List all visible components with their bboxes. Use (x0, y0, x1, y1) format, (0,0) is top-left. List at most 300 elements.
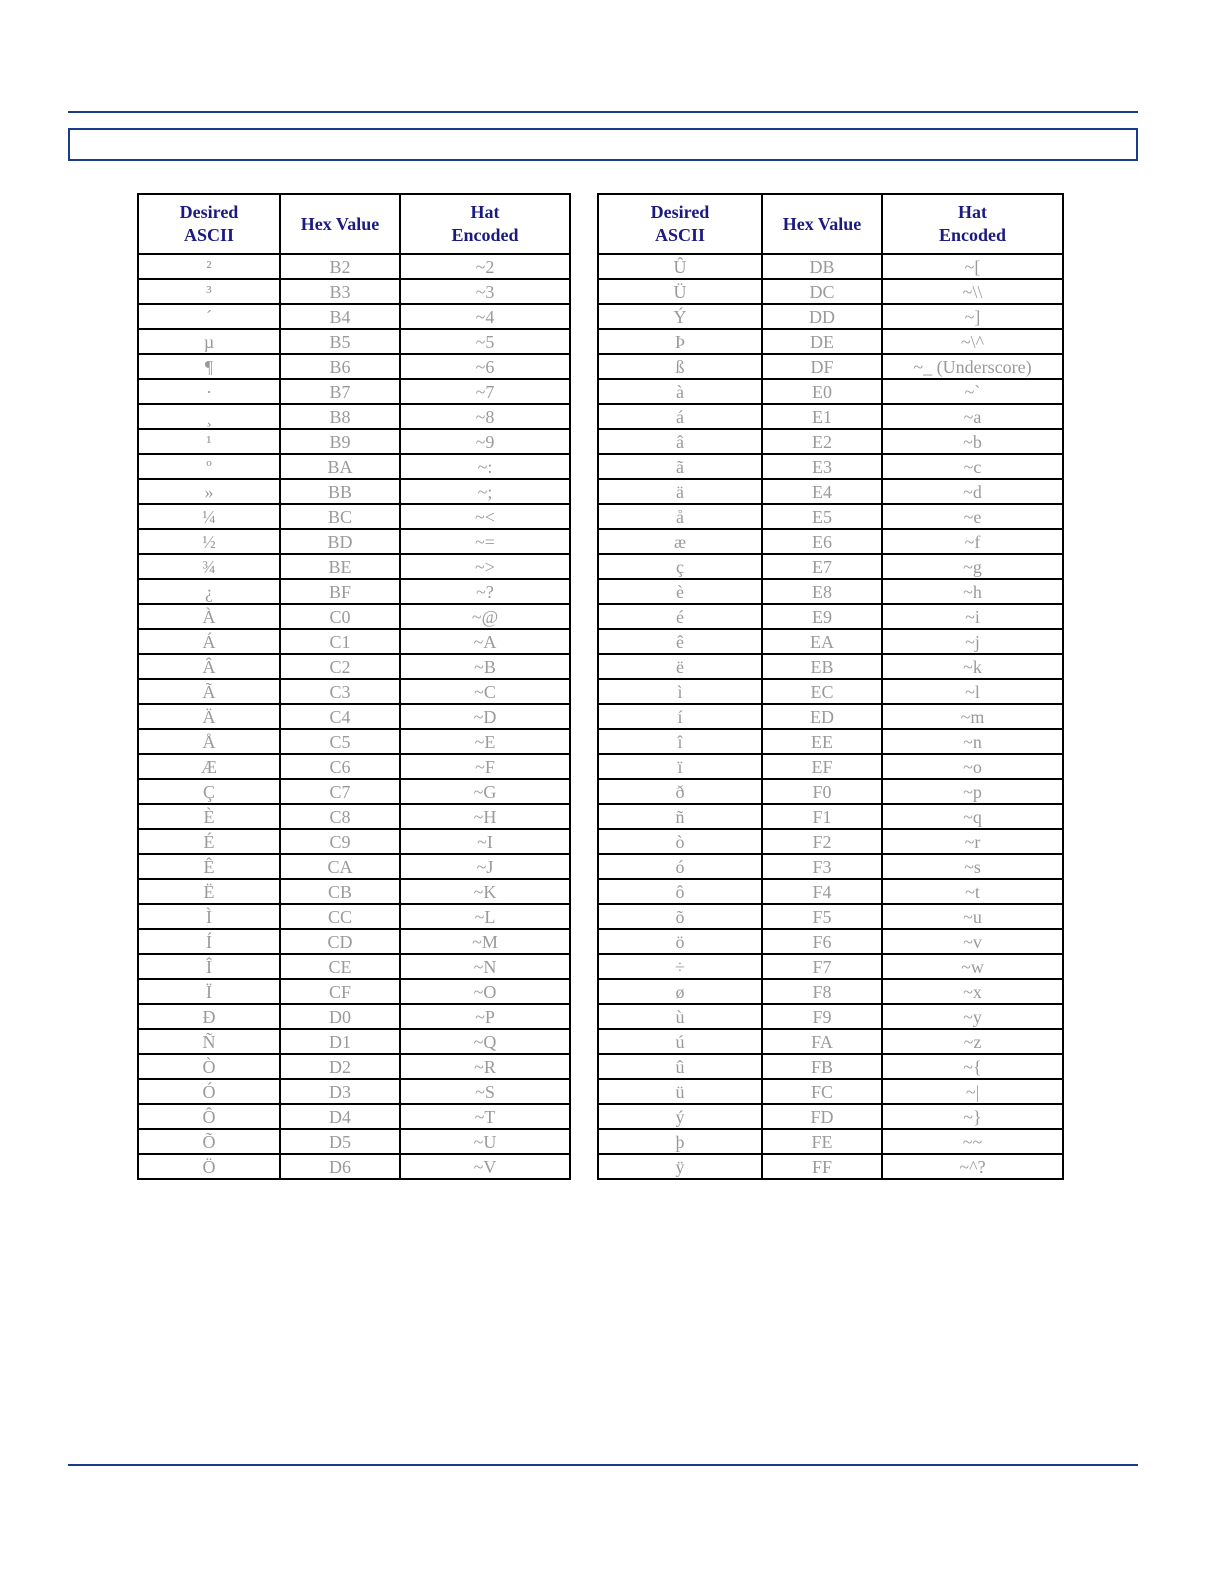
table-row (138, 804, 570, 829)
cell-hat-encoded: ~9 (400, 429, 570, 454)
header-rule (68, 111, 1138, 113)
cell-hat-encoded: ~} (882, 1104, 1063, 1129)
table-row (138, 1129, 570, 1154)
cell-hat-encoded: ~2 (400, 254, 570, 279)
table-row (138, 1154, 570, 1179)
table-row (598, 279, 1063, 304)
cell-desired-ascii: º (138, 454, 280, 479)
table-row (598, 879, 1063, 904)
cell-hat-encoded: ~; (400, 479, 570, 504)
cell-hat-encoded: ~a (882, 404, 1063, 429)
table-header-row (138, 194, 570, 254)
cell-hat-encoded: ~4 (400, 304, 570, 329)
cell-hat-encoded: ~r (882, 829, 1063, 854)
cell-desired-ascii: ³ (138, 279, 280, 304)
cell-desired-ascii: Ê (138, 854, 280, 879)
table-row (138, 254, 570, 279)
cell-hat-encoded: ~S (400, 1079, 570, 1104)
table-row (138, 929, 570, 954)
cell-hex-value: D0 (280, 1004, 400, 1029)
cell-hex-value: DD (762, 304, 882, 329)
cell-desired-ascii: Ë (138, 879, 280, 904)
cell-hat-encoded: ~h (882, 579, 1063, 604)
table-row (598, 329, 1063, 354)
cell-hat-encoded: ~j (882, 629, 1063, 654)
cell-hat-encoded: ~u (882, 904, 1063, 929)
table-row (598, 1154, 1063, 1179)
cell-hat-encoded: ~G (400, 779, 570, 804)
column-header-desired-ascii: Desired ASCII (598, 194, 762, 254)
table-row (598, 1079, 1063, 1104)
cell-hex-value: F1 (762, 804, 882, 829)
cell-desired-ascii: Ó (138, 1079, 280, 1104)
cell-desired-ascii: Û (598, 254, 762, 279)
cell-desired-ascii: ¸ (138, 404, 280, 429)
table-row (138, 329, 570, 354)
table-row (598, 1054, 1063, 1079)
cell-hat-encoded: ~q (882, 804, 1063, 829)
cell-hat-encoded: ~> (400, 554, 570, 579)
cell-hex-value: D4 (280, 1104, 400, 1129)
cell-hex-value: E8 (762, 579, 882, 604)
table-row (138, 379, 570, 404)
cell-desired-ascii: ð (598, 779, 762, 804)
table-header-row (598, 194, 1063, 254)
cell-hex-value: BB (280, 479, 400, 504)
cell-hex-value: CB (280, 879, 400, 904)
cell-hex-value: CF (280, 979, 400, 1004)
cell-hex-value: C3 (280, 679, 400, 704)
cell-hex-value: D3 (280, 1079, 400, 1104)
cell-hat-encoded: ~k (882, 654, 1063, 679)
cell-desired-ascii: È (138, 804, 280, 829)
cell-hat-encoded: ~[ (882, 254, 1063, 279)
table-row (598, 679, 1063, 704)
table-row (138, 479, 570, 504)
table-row (598, 729, 1063, 754)
cell-desired-ascii: Ý (598, 304, 762, 329)
table-row (598, 804, 1063, 829)
cell-desired-ascii: ø (598, 979, 762, 1004)
cell-hex-value: F2 (762, 829, 882, 854)
cell-hat-encoded: ~: (400, 454, 570, 479)
cell-hex-value: CD (280, 929, 400, 954)
table-row (598, 1029, 1063, 1054)
table-row (598, 529, 1063, 554)
cell-hat-encoded: ~i (882, 604, 1063, 629)
cell-hex-value: B4 (280, 304, 400, 329)
cell-hex-value: DE (762, 329, 882, 354)
cell-hex-value: B8 (280, 404, 400, 429)
cell-desired-ascii: ï (598, 754, 762, 779)
cell-hex-value: B2 (280, 254, 400, 279)
cell-desired-ascii: ú (598, 1029, 762, 1054)
cell-desired-ascii: ã (598, 454, 762, 479)
table-row (598, 1004, 1063, 1029)
cell-hex-value: E4 (762, 479, 882, 504)
cell-hat-encoded: ~@ (400, 604, 570, 629)
cell-hat-encoded: ~8 (400, 404, 570, 429)
cell-hex-value: E7 (762, 554, 882, 579)
table-row (598, 1129, 1063, 1154)
cell-hat-encoded: ~K (400, 879, 570, 904)
cell-desired-ascii: ÷ (598, 954, 762, 979)
cell-desired-ascii: ² (138, 254, 280, 279)
cell-desired-ascii: Ä (138, 704, 280, 729)
hat-encoding-table-left (137, 193, 571, 1180)
cell-hex-value: C7 (280, 779, 400, 804)
table-row (598, 354, 1063, 379)
cell-hex-value: D5 (280, 1129, 400, 1154)
column-header-hat-encoded: Hat Encoded (882, 194, 1063, 254)
cell-desired-ascii: ý (598, 1104, 762, 1129)
table-row (598, 454, 1063, 479)
table-row (138, 954, 570, 979)
table-row (598, 254, 1063, 279)
cell-hat-encoded: ~B (400, 654, 570, 679)
cell-hex-value: E5 (762, 504, 882, 529)
cell-desired-ascii: é (598, 604, 762, 629)
cell-hat-encoded: ~J (400, 854, 570, 879)
cell-hex-value: EC (762, 679, 882, 704)
table-row (138, 579, 570, 604)
cell-desired-ascii: ¶ (138, 354, 280, 379)
cell-hex-value: C9 (280, 829, 400, 854)
table-row (598, 654, 1063, 679)
cell-hex-value: DF (762, 354, 882, 379)
table-row (598, 579, 1063, 604)
cell-hex-value: B9 (280, 429, 400, 454)
cell-hex-value: C6 (280, 754, 400, 779)
cell-hex-value: D6 (280, 1154, 400, 1179)
column-header-desired-ascii: Desired ASCII (138, 194, 280, 254)
cell-hex-value: F8 (762, 979, 882, 1004)
cell-hat-encoded: ~R (400, 1054, 570, 1079)
cell-hat-encoded: ~6 (400, 354, 570, 379)
cell-hat-encoded: ~{ (882, 1054, 1063, 1079)
cell-hex-value: C1 (280, 629, 400, 654)
table-row (598, 1104, 1063, 1129)
cell-hat-encoded: ~` (882, 379, 1063, 404)
table-row (598, 479, 1063, 504)
table-row (138, 679, 570, 704)
cell-desired-ascii: ñ (598, 804, 762, 829)
cell-desired-ascii: ¹ (138, 429, 280, 454)
cell-hex-value: B3 (280, 279, 400, 304)
cell-desired-ascii: Î (138, 954, 280, 979)
cell-desired-ascii: Ô (138, 1104, 280, 1129)
cell-hat-encoded: ~L (400, 904, 570, 929)
cell-hat-encoded: ~5 (400, 329, 570, 354)
cell-hat-encoded: ~P (400, 1004, 570, 1029)
cell-hat-encoded: ~A (400, 629, 570, 654)
cell-hat-encoded: ~l (882, 679, 1063, 704)
table-row (138, 629, 570, 654)
cell-hat-encoded: ~b (882, 429, 1063, 454)
table-row (138, 654, 570, 679)
cell-hex-value: F9 (762, 1004, 882, 1029)
table-row (598, 829, 1063, 854)
cell-hex-value: CC (280, 904, 400, 929)
cell-desired-ascii: ç (598, 554, 762, 579)
table-row (598, 429, 1063, 454)
cell-desired-ascii: û (598, 1054, 762, 1079)
cell-hat-encoded: ~| (882, 1079, 1063, 1104)
table-row (138, 504, 570, 529)
cell-hex-value: E3 (762, 454, 882, 479)
cell-hex-value: FA (762, 1029, 882, 1054)
cell-hat-encoded: ~z (882, 1029, 1063, 1054)
cell-desired-ascii: ¾ (138, 554, 280, 579)
cell-hat-encoded: ~f (882, 529, 1063, 554)
cell-hat-encoded: ~3 (400, 279, 570, 304)
cell-hat-encoded: ~T (400, 1104, 570, 1129)
cell-desired-ascii: á (598, 404, 762, 429)
cell-desired-ascii: · (138, 379, 280, 404)
cell-hex-value: F6 (762, 929, 882, 954)
cell-hex-value: C8 (280, 804, 400, 829)
cell-hat-encoded: ~c (882, 454, 1063, 479)
cell-hat-encoded: ~w (882, 954, 1063, 979)
cell-hex-value: FF (762, 1154, 882, 1179)
cell-hat-encoded: ~p (882, 779, 1063, 804)
cell-desired-ascii: æ (598, 529, 762, 554)
cell-desired-ascii: ò (598, 829, 762, 854)
cell-hat-encoded: ~M (400, 929, 570, 954)
cell-desired-ascii: Â (138, 654, 280, 679)
cell-hex-value: FD (762, 1104, 882, 1129)
cell-hex-value: C5 (280, 729, 400, 754)
table-row (598, 304, 1063, 329)
cell-desired-ascii: ¼ (138, 504, 280, 529)
cell-hat-encoded: ~y (882, 1004, 1063, 1029)
table-row (138, 1054, 570, 1079)
cell-desired-ascii: Ò (138, 1054, 280, 1079)
cell-desired-ascii: õ (598, 904, 762, 929)
cell-hat-encoded: ~U (400, 1129, 570, 1154)
cell-hat-encoded: ~O (400, 979, 570, 1004)
cell-desired-ascii: Æ (138, 754, 280, 779)
table-row (598, 979, 1063, 1004)
cell-hex-value: F5 (762, 904, 882, 929)
cell-hat-encoded: ~^? (882, 1154, 1063, 1179)
table-row (138, 854, 570, 879)
cell-desired-ascii: ß (598, 354, 762, 379)
column-header-hex-value: Hex Value (762, 194, 882, 254)
table-row (598, 779, 1063, 804)
cell-hex-value: E9 (762, 604, 882, 629)
cell-hex-value: F7 (762, 954, 882, 979)
cell-desired-ascii: ´ (138, 304, 280, 329)
cell-hat-encoded: ~~ (882, 1129, 1063, 1154)
cell-desired-ascii: è (598, 579, 762, 604)
cell-desired-ascii: ô (598, 879, 762, 904)
cell-desired-ascii: ä (598, 479, 762, 504)
cell-hat-encoded: ~7 (400, 379, 570, 404)
cell-desired-ascii: ê (598, 629, 762, 654)
cell-hex-value: CA (280, 854, 400, 879)
cell-hex-value: EF (762, 754, 882, 779)
cell-hat-encoded: ~I (400, 829, 570, 854)
table-row (138, 304, 570, 329)
cell-desired-ascii: ì (598, 679, 762, 704)
cell-desired-ascii: Ï (138, 979, 280, 1004)
cell-desired-ascii: à (598, 379, 762, 404)
cell-desired-ascii: É (138, 829, 280, 854)
table-row (138, 879, 570, 904)
column-header-hat-encoded: Hat Encoded (400, 194, 570, 254)
cell-hat-encoded: ~o (882, 754, 1063, 779)
cell-hat-encoded: ~t (882, 879, 1063, 904)
table-row (138, 754, 570, 779)
cell-hex-value: BF (280, 579, 400, 604)
table-row (138, 904, 570, 929)
cell-hex-value: D1 (280, 1029, 400, 1054)
cell-hex-value: B7 (280, 379, 400, 404)
table-row (138, 1004, 570, 1029)
cell-hex-value: F4 (762, 879, 882, 904)
table-row (138, 354, 570, 379)
cell-hat-encoded: ~Q (400, 1029, 570, 1054)
cell-desired-ascii: Ö (138, 1154, 280, 1179)
cell-hex-value: FB (762, 1054, 882, 1079)
table-row (138, 1104, 570, 1129)
cell-hat-encoded: ~n (882, 729, 1063, 754)
cell-hex-value: E6 (762, 529, 882, 554)
cell-desired-ascii: Ã (138, 679, 280, 704)
table-row (138, 704, 570, 729)
cell-hex-value: FE (762, 1129, 882, 1154)
cell-hex-value: BA (280, 454, 400, 479)
table-row (598, 704, 1063, 729)
cell-desired-ascii: ½ (138, 529, 280, 554)
cell-desired-ascii: Å (138, 729, 280, 754)
table-row (138, 429, 570, 454)
table-row (138, 604, 570, 629)
cell-hat-encoded: ~F (400, 754, 570, 779)
table-row (598, 854, 1063, 879)
cell-hat-encoded: ~e (882, 504, 1063, 529)
cell-desired-ascii: í (598, 704, 762, 729)
cell-hex-value: E2 (762, 429, 882, 454)
table-row (138, 979, 570, 1004)
cell-desired-ascii: ó (598, 854, 762, 879)
cell-hex-value: DC (762, 279, 882, 304)
cell-hat-encoded: ~H (400, 804, 570, 829)
table-row (598, 404, 1063, 429)
cell-hat-encoded: ~d (882, 479, 1063, 504)
cell-desired-ascii: » (138, 479, 280, 504)
cell-hat-encoded: ~D (400, 704, 570, 729)
cell-desired-ascii: Ç (138, 779, 280, 804)
cell-hat-encoded: ~< (400, 504, 570, 529)
cell-hex-value: C4 (280, 704, 400, 729)
cell-hat-encoded: ~C (400, 679, 570, 704)
cell-hat-encoded: ~\\ (882, 279, 1063, 304)
table-row (138, 279, 570, 304)
cell-hat-encoded: ~= (400, 529, 570, 554)
table-row (598, 604, 1063, 629)
table-row (138, 779, 570, 804)
cell-desired-ascii: Í (138, 929, 280, 954)
cell-desired-ascii: ë (598, 654, 762, 679)
cell-desired-ascii: À (138, 604, 280, 629)
cell-desired-ascii: þ (598, 1129, 762, 1154)
table-row (138, 454, 570, 479)
cell-desired-ascii: Õ (138, 1129, 280, 1154)
cell-hex-value: D2 (280, 1054, 400, 1079)
column-header-hex-value: Hex Value (280, 194, 400, 254)
cell-desired-ascii: Þ (598, 329, 762, 354)
hat-encoding-table-right (597, 193, 1064, 1180)
cell-desired-ascii: ö (598, 929, 762, 954)
cell-desired-ascii: ¿ (138, 579, 280, 604)
cell-hex-value: EB (762, 654, 882, 679)
cell-hex-value: EE (762, 729, 882, 754)
cell-hat-encoded: ~V (400, 1154, 570, 1179)
cell-desired-ascii: Á (138, 629, 280, 654)
cell-desired-ascii: Ì (138, 904, 280, 929)
cell-hex-value: BE (280, 554, 400, 579)
cell-desired-ascii: å (598, 504, 762, 529)
cell-desired-ascii: ù (598, 1004, 762, 1029)
table-row (138, 404, 570, 429)
table-row (598, 554, 1063, 579)
cell-desired-ascii: Ð (138, 1004, 280, 1029)
table-row (138, 829, 570, 854)
cell-hex-value: F3 (762, 854, 882, 879)
cell-hat-encoded: ~? (400, 579, 570, 604)
table-row (598, 379, 1063, 404)
section-title-box (68, 128, 1138, 161)
cell-hex-value: C0 (280, 604, 400, 629)
cell-hex-value: B5 (280, 329, 400, 354)
cell-hat-encoded: ~x (882, 979, 1063, 1004)
cell-desired-ascii: â (598, 429, 762, 454)
cell-hex-value: DB (762, 254, 882, 279)
table-row (138, 554, 570, 579)
table-row (598, 504, 1063, 529)
cell-hat-encoded: ~g (882, 554, 1063, 579)
cell-hex-value: ED (762, 704, 882, 729)
cell-hat-encoded: ~s (882, 854, 1063, 879)
cell-desired-ascii: µ (138, 329, 280, 354)
cell-hex-value: EA (762, 629, 882, 654)
cell-hex-value: FC (762, 1079, 882, 1104)
cell-desired-ascii: ÿ (598, 1154, 762, 1179)
cell-hat-encoded: ~m (882, 704, 1063, 729)
table-row (138, 1029, 570, 1054)
cell-desired-ascii: Ü (598, 279, 762, 304)
cell-hex-value: E1 (762, 404, 882, 429)
table-row (598, 754, 1063, 779)
cell-hex-value: F0 (762, 779, 882, 804)
cell-hat-encoded: ~v (882, 929, 1063, 954)
cell-hat-encoded: ~E (400, 729, 570, 754)
cell-desired-ascii: ü (598, 1079, 762, 1104)
cell-hex-value: C2 (280, 654, 400, 679)
cell-desired-ascii: î (598, 729, 762, 754)
footer-rule (68, 1464, 1138, 1466)
table-row (598, 929, 1063, 954)
table-row (598, 904, 1063, 929)
cell-hat-encoded: ~_ (Underscore) (882, 354, 1063, 379)
table-row (598, 629, 1063, 654)
cell-hex-value: CE (280, 954, 400, 979)
cell-hex-value: BC (280, 504, 400, 529)
table-row (138, 729, 570, 754)
cell-hex-value: E0 (762, 379, 882, 404)
